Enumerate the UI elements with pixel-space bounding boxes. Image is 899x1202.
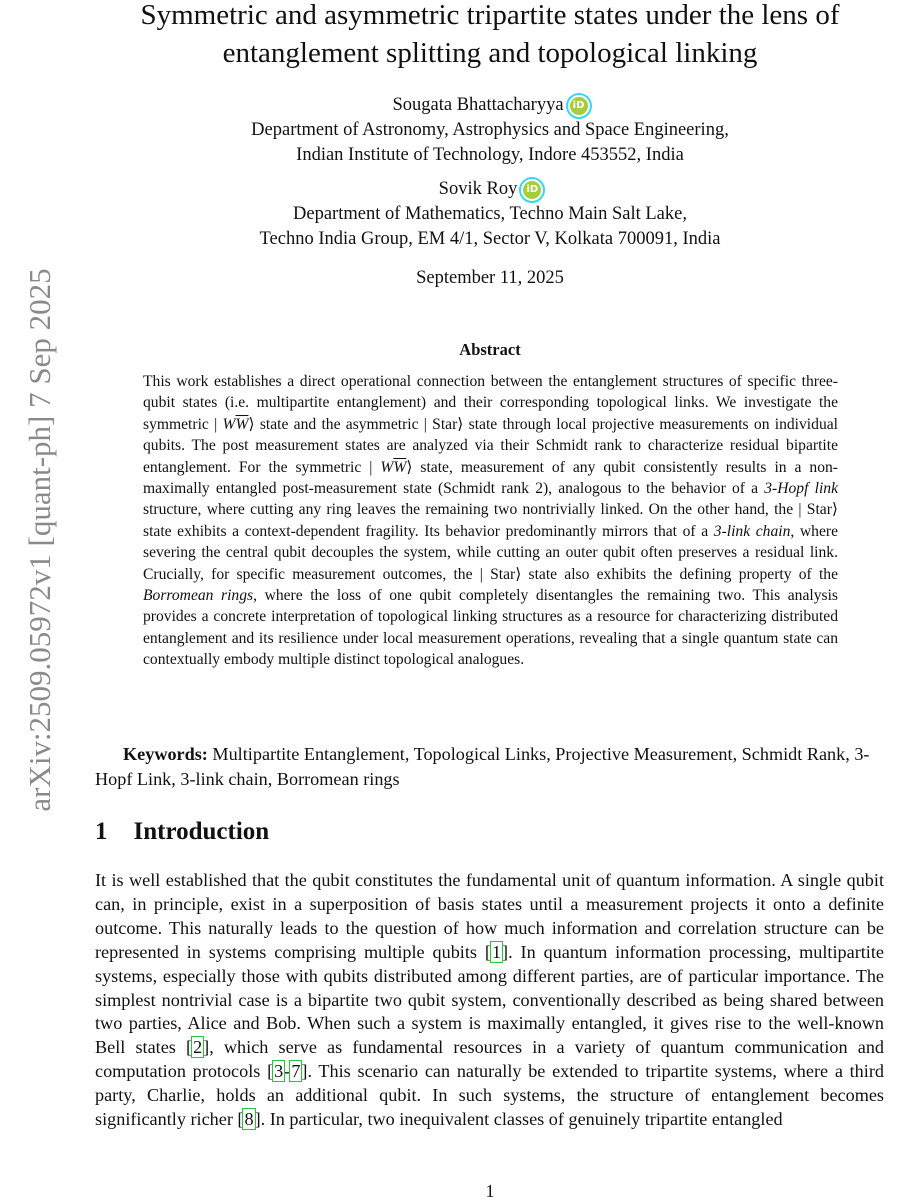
section-title: Introduction bbox=[133, 818, 270, 845]
citation-link[interactable]: 2 bbox=[193, 1037, 203, 1058]
citation-link[interactable]: 8 bbox=[244, 1109, 254, 1130]
abstract-body: This work establishes a direct operational connection between the entanglement structures of specific three-qubit states (i.e. multipartite entanglement) and their corresponding topological links. We investigate the symmetric | $W\overline{W}⟩$ state and the asymmetric | Star⟩ state through local projective measurements on individual qubits. The post measurement states are analyzed via their Schmidt rank to characterize residual bipartite entanglement. For the symmetric | $W\overline{W}⟩$ state, measurement of any qubit consistently results in a non-maximally entangled post-measurement state (Schmidt rank 2), analogous to the behavior of a 3-Hopf link structure, where cutting any ring leaves the remaining two nontrivially linked. On the other hand, the | Star⟩ state exhibits a context-dependent fragility. Its behavior predominantly mirrors that of a 3-link chain, where severing the central qubit decouples the system, while cutting an outer qubit often preserves a residual link. Crucially, for specific measurement outcomes, the | Star⟩ state also exhibits the defining property of the Borromean rings, where the loss of one qubit completely disentangles the remaining two. This analysis provides a concrete interpretation of topological linking structures as a resource for characterizing distributed entanglement and its resilience under local measurement operations, revealing that a single quantum state can contextually embody multiple distinct topological analogues. bbox=[143, 373, 839, 669]
affiliation-line: Department of Astronomy, Astrophysics and Space Engineering, bbox=[251, 120, 729, 140]
keywords bbox=[95, 742, 899, 792]
introduction-body: It is well established that the qubit constitutes the fundamental unit of quantum information. A single qubit can, in principle, exist in a superposition of basis states until a measurement projects it onto a definite outcome. This naturally leads to the question of how much information and correlation structure can be represented in systems comprising multiple qubits [1]. In quantum information processing, multipartite systems, especially those with qubits distributed among different parties, are of particular importance. The simplest nontrivial case is a bipartite two qubit system, conventionally described as being shared between two parties, Alice and Bob. When such a system is maximally entangled, it gives rise to the well-known Bell states [2], which serve as fundamental resources in a variety of quantum communication and computation protocols [3-7]. This scenario can naturally be extended to tripartite systems, where a third party, Charlie, holds an additional qubit. In such systems, the structure of entanglement becomes significantly richer [8]. In particular, two inequivalent classes of genuinely tripartite entangled bbox=[95, 870, 885, 1130]
citation-link[interactable]: 3 bbox=[274, 1061, 284, 1082]
abstract-heading: Abstract bbox=[459, 340, 521, 359]
paper-title: Symmetric and asymmetric tripartite states under the lens of entanglement splitting and topological linking bbox=[140, 0, 840, 69]
section-heading-introduction bbox=[95, 818, 269, 846]
citation-link[interactable]: 7 bbox=[291, 1061, 301, 1082]
section-number: 1 bbox=[95, 818, 108, 845]
author-name: Sovik Roy bbox=[438, 179, 518, 199]
affiliation-line: Department of Mathematics, Techno Main Salt Lake, bbox=[293, 204, 687, 224]
affiliation-line: Techno India Group, EM 4/1, Sector V, Kolkata 700091, India bbox=[259, 229, 721, 249]
arxiv-sidebar-stamp: arXiv:2509.05972v1 [quant-ph] 7 Sep 2025 bbox=[22, 268, 57, 812]
author-block-2 bbox=[95, 177, 885, 252]
orcid-icon[interactable]: iD bbox=[523, 181, 541, 199]
keywords-list: Multipartite Entanglement, Topological Links, Projective Measurement, Schmidt Rank, 3-Hopf Link, 3-link chain, Borromean rings bbox=[95, 744, 870, 789]
affiliation-line: Indian Institute of Technology, Indore 453552, India bbox=[296, 145, 684, 165]
keywords-label: Keywords: bbox=[123, 744, 208, 764]
author-name: Sougata Bhattacharyya bbox=[392, 95, 564, 115]
page-number: 1 bbox=[485, 1181, 495, 1201]
citation-link[interactable]: 1 bbox=[491, 941, 502, 962]
author-block-1 bbox=[95, 93, 885, 168]
publication-date: September 11, 2025 bbox=[416, 268, 564, 288]
orcid-icon[interactable]: iD bbox=[570, 97, 588, 115]
